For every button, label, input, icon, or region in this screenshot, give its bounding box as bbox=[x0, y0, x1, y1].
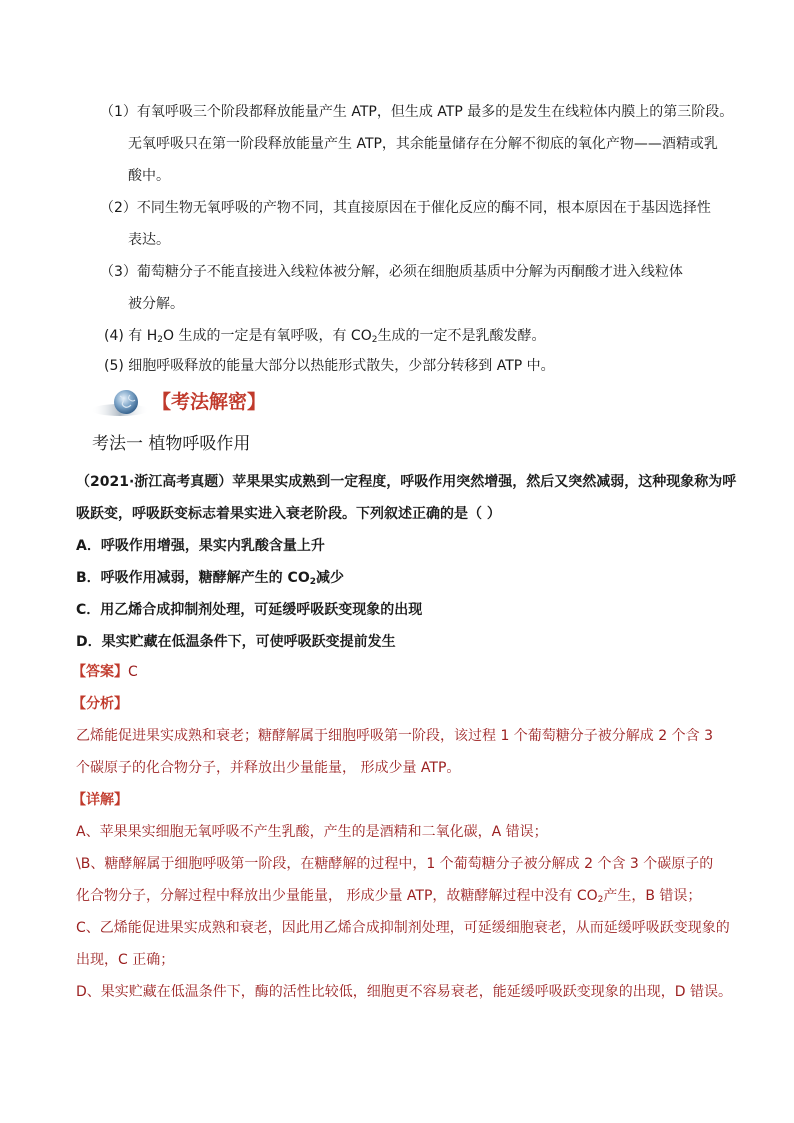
detail-b-part-b: 产生，B 错误； bbox=[603, 888, 702, 904]
note-2-text: 不同生物无氧呼吸的产物不同，其直接原因在于催化反应的酶不同，根本原因在于基因选择性 bbox=[136, 200, 711, 216]
detail-d: D、果实贮藏在低温条件下，酶的活性比较低，细胞更不容易衰老，能延缓呼吸跃变现象的出现，D 错误。 bbox=[76, 984, 733, 1000]
detail-b-subscript: 2 bbox=[597, 895, 604, 905]
note-2 bbox=[100, 198, 711, 218]
note-2-prefix: （2） bbox=[100, 200, 137, 216]
globe-icon bbox=[90, 388, 150, 418]
option-d: D．果实贮藏在低温条件下，可使呼吸跃变提前发生 bbox=[76, 634, 396, 650]
option-b bbox=[76, 568, 344, 592]
detail-b-part-a: 化合物分子，分解过程中释放出少量能量， 形成少量 ATP，故糖酵解过程中没有 CO bbox=[76, 888, 598, 904]
analysis-line-1: 乙烯能促进果实成熟和衰老；糖酵解属于细胞呼吸第一阶段，该过程 1 个葡萄糖分子被分解成 2 个含 3 bbox=[76, 728, 713, 744]
note-4-subscript-1: 2 bbox=[157, 335, 164, 345]
detail-c-line-2: 出现，C 正确； bbox=[76, 952, 175, 968]
section-banner bbox=[90, 386, 300, 420]
note-3 bbox=[100, 262, 683, 282]
option-c: C．用乙烯合成抑制剂处理，可延缓呼吸跃变现象的出现 bbox=[76, 602, 423, 618]
note-5 bbox=[104, 356, 555, 376]
note-5-prefix: (5) bbox=[104, 358, 124, 374]
section-banner-title: 【考法解密】 bbox=[152, 391, 267, 413]
analysis-label: 【分析】 bbox=[72, 696, 128, 712]
method-heading: 考法一 植物呼吸作用 bbox=[92, 434, 251, 454]
option-b-subscript: 2 bbox=[309, 577, 316, 587]
analysis-line-2: 个碳原子的化合物分子，并释放出少量能量， 形成少量 ATP。 bbox=[76, 760, 461, 776]
answer-label: 【答案】 bbox=[72, 664, 128, 680]
answer-line bbox=[72, 662, 138, 682]
note-1-cont-1: 无氧呼吸只在第一阶段释放能量产生 ATP，其余能量储存在分解不彻底的氧化产物——酒精或乳 bbox=[128, 136, 718, 152]
note-4-part-a: 有 H bbox=[128, 328, 158, 344]
detail-b-line-1: \B、糖酵解属于细胞呼吸第一阶段，在糖酵解的过程中，1 个葡萄糖分子被分解成 2 个含 3 个碳原子的 bbox=[76, 856, 714, 872]
option-b-part-a: B．呼吸作用减弱，糖酵解产生的 CO bbox=[76, 570, 310, 586]
detail-b-line-2 bbox=[76, 886, 701, 910]
note-4-part-c: 生成的一定不是乳酸发酵。 bbox=[377, 328, 546, 344]
note-1-text: 有氧呼吸三个阶段都释放能量产生 ATP，但生成 ATP 最多的是发生在线粒体内膜上的第三阶段。 bbox=[136, 104, 734, 120]
note-5-text: 细胞呼吸释放的能量大部分以热能形式散失，少部分转移到 ATP 中。 bbox=[128, 358, 555, 374]
detail-a: A、苹果果实细胞无氧呼吸不产生乳酸，产生的是酒精和二氧化碳，A 错误； bbox=[76, 824, 548, 840]
option-a: A．呼吸作用增强，果实内乳酸含量上升 bbox=[76, 538, 325, 554]
detail-label: 【详解】 bbox=[72, 792, 128, 808]
note-4 bbox=[104, 326, 545, 350]
note-4-part-b: O 生成的一定是有氧呼吸，有 CO bbox=[163, 328, 372, 344]
detail-c-line-1: C、乙烯能促进果实成熟和衰老，因此用乙烯合成抑制剂处理，可延缓细胞衰老，从而延缓呼吸跃变现象的 bbox=[76, 920, 730, 936]
note-4-prefix: (4) bbox=[104, 328, 124, 344]
note-1-cont-2: 酸中。 bbox=[128, 168, 170, 184]
note-4-subscript-2: 2 bbox=[371, 335, 378, 345]
note-3-text: 葡萄糖分子不能直接进入线粒体被分解，必须在细胞质基质中分解为丙酮酸才进入线粒体 bbox=[136, 264, 683, 280]
note-1-prefix: （1） bbox=[100, 104, 137, 120]
note-2-cont: 表达。 bbox=[128, 232, 170, 248]
question-stem-line-2: 吸跃变，呼吸跃变标志着果实进入衰老阶段。下列叙述正确的是（ ） bbox=[76, 506, 501, 522]
note-3-prefix: （3） bbox=[100, 264, 137, 280]
option-b-part-b: 减少 bbox=[316, 570, 344, 586]
question-stem-line-1: （2021·浙江高考真题）苹果果实成熟到一定程度，呼吸作用突然增强，然后又突然减弱，这种现象称为呼 bbox=[76, 474, 737, 490]
note-3-cont: 被分解。 bbox=[128, 296, 184, 312]
note-1 bbox=[100, 102, 733, 122]
answer-value: C bbox=[128, 664, 138, 680]
